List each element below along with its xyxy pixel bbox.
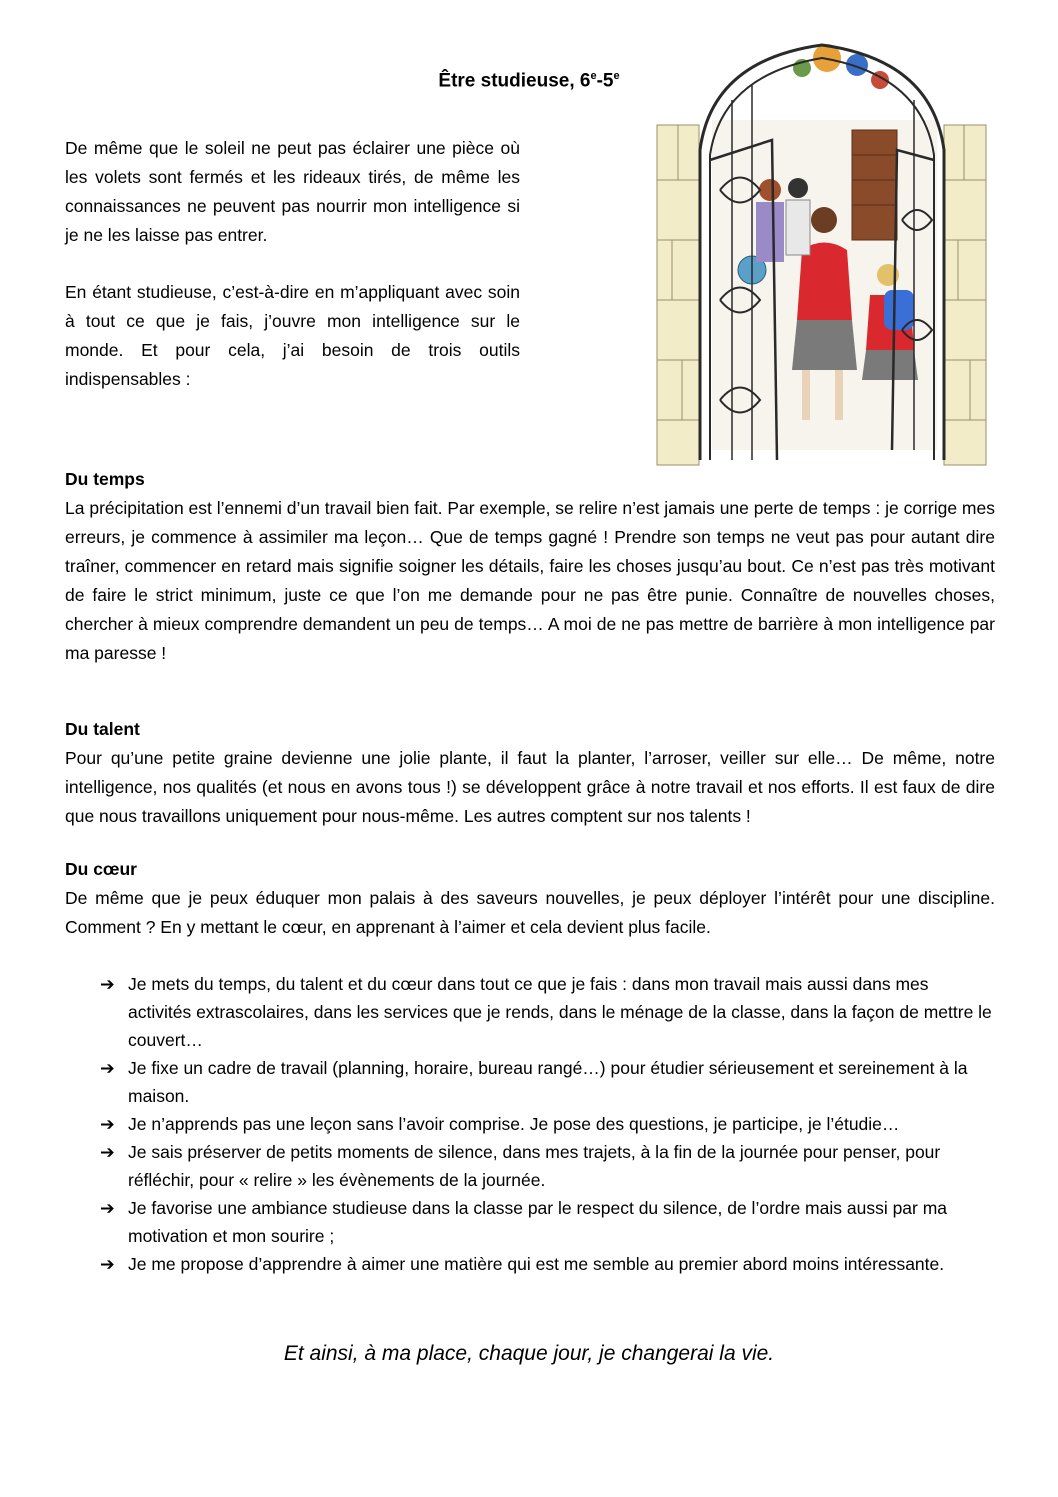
intro-paragraph-2: En étant studieuse, c’est-à-dire en m’appliquant avec soin à tout ce que je fais, j’ouvre mon intelligence sur le monde. Et pour cela, j’ai besoin de trois outils indispensables : <box>65 282 520 389</box>
intro-paragraph-1: De même que le soleil ne peut pas éclairer une pièce où les volets sont fermés et les rideaux tirés, de même les connaissances ne peuvent pas nourrir mon intelligence si je ne les laisse pas entrer. <box>65 138 520 245</box>
section-heading: Du cœur <box>65 859 137 879</box>
title-text-part: -5 <box>596 70 614 92</box>
list-item-text: Je me propose d’apprendre à aimer une matière qui est me semble au premier abord moins intéressante. <box>128 1254 945 1274</box>
arrow-icon: ➔ <box>100 1058 115 1078</box>
list-item-text: Je fixe un cadre de travail (planning, horaire, bureau rangé…) pour étudier sérieusement et sereinement à la maison. <box>128 1058 968 1106</box>
section-heading: Du talent <box>65 719 140 739</box>
list-item <box>100 1054 995 1110</box>
gate-illustration <box>652 40 992 470</box>
list-item-text: Je n’apprends pas une leçon sans l’avoir comprise. Je pose des questions, je participe, je l’étudie… <box>128 1114 900 1134</box>
stone-pillar-right <box>944 125 986 465</box>
arrow-icon: ➔ <box>100 1198 115 1218</box>
arrow-icon: ➔ <box>100 974 115 994</box>
section-text: De même que je peux éduquer mon palais à des saveurs nouvelles, je peux déployer l’intérêt pour une discipline. Comment ? En y mettant le cœur, en apprenant à l’aimer et cela devient plus facile. <box>65 888 995 937</box>
list-item-text: Je favorise une ambiance studieuse dans la classe par le respect du silence, de l’ordre mais aussi par ma motivation et mon sourire ; <box>128 1198 948 1246</box>
list-item-text: Je sais préserver de petits moments de silence, dans mes trajets, à la fin de la journée pour penser, pour réfléchir, pour « relire » les évènements de la journée. <box>128 1142 941 1190</box>
title-superscript: e <box>590 70 597 82</box>
section-du-coeur <box>65 855 995 942</box>
list-item <box>100 970 995 1054</box>
arrow-icon: ➔ <box>100 1142 115 1162</box>
section-text: La précipitation est l’ennemi d’un travail bien fait. Par exemple, se relire n’est jamais une perte de temps : je corrige mes erreurs, je commence à assimiler ma leçon… Que de temps gagné ! Prendre son temps ne veut pas pour autant dire traîner, commencer en retard mais signifie soigner les détails, faire les choses jusqu’au bout. Ce n’est pas très motivant de faire le strict minimum, juste ce que l’on me demande pour ne pas être punie. Connaître de nouvelles choses, chercher à mieux comprendre demandent un peu de temps… A moi de ne pas mettre de barrière à mon intelligence par ma paresse ! <box>65 498 995 663</box>
list-item <box>100 1138 995 1194</box>
list-item <box>100 1250 995 1278</box>
closing-motto: Et ainsi, à ma place, chaque jour, je changerai la vie. <box>283 1342 775 1365</box>
arrow-icon: ➔ <box>100 1254 115 1274</box>
section-du-temps <box>65 465 995 668</box>
title-superscript: e <box>613 70 620 82</box>
list-item-text: Je mets du temps, du talent et du cœur dans tout ce que je fais : dans mon travail mais aussi dans mes activités extrascolaires, dans les services que je rends, dans le ménage de la classe, dans la façon de mettre le couvert… <box>128 974 992 1050</box>
stone-pillar-left <box>657 125 699 465</box>
list-item <box>100 1110 995 1138</box>
section-heading: Du temps <box>65 469 145 489</box>
arrow-icon: ➔ <box>100 1114 115 1134</box>
resolutions-list <box>100 970 995 1278</box>
bookshelf <box>852 130 897 240</box>
section-text: Pour qu’une petite graine devienne une jolie plante, il faut la planter, l’arroser, veiller sur elle… De même, notre intelligence, nos qualités (et nous en avons tous !) se développent grâce à notre travail et nos efforts. Il est faux de dire que nous travaillons uniquement pour nous-même. Les autres comptent sur nos talents ! <box>65 748 995 826</box>
title-text: Être studieuse, 6 <box>438 70 591 92</box>
section-du-talent <box>65 715 995 831</box>
list-item <box>100 1194 995 1250</box>
